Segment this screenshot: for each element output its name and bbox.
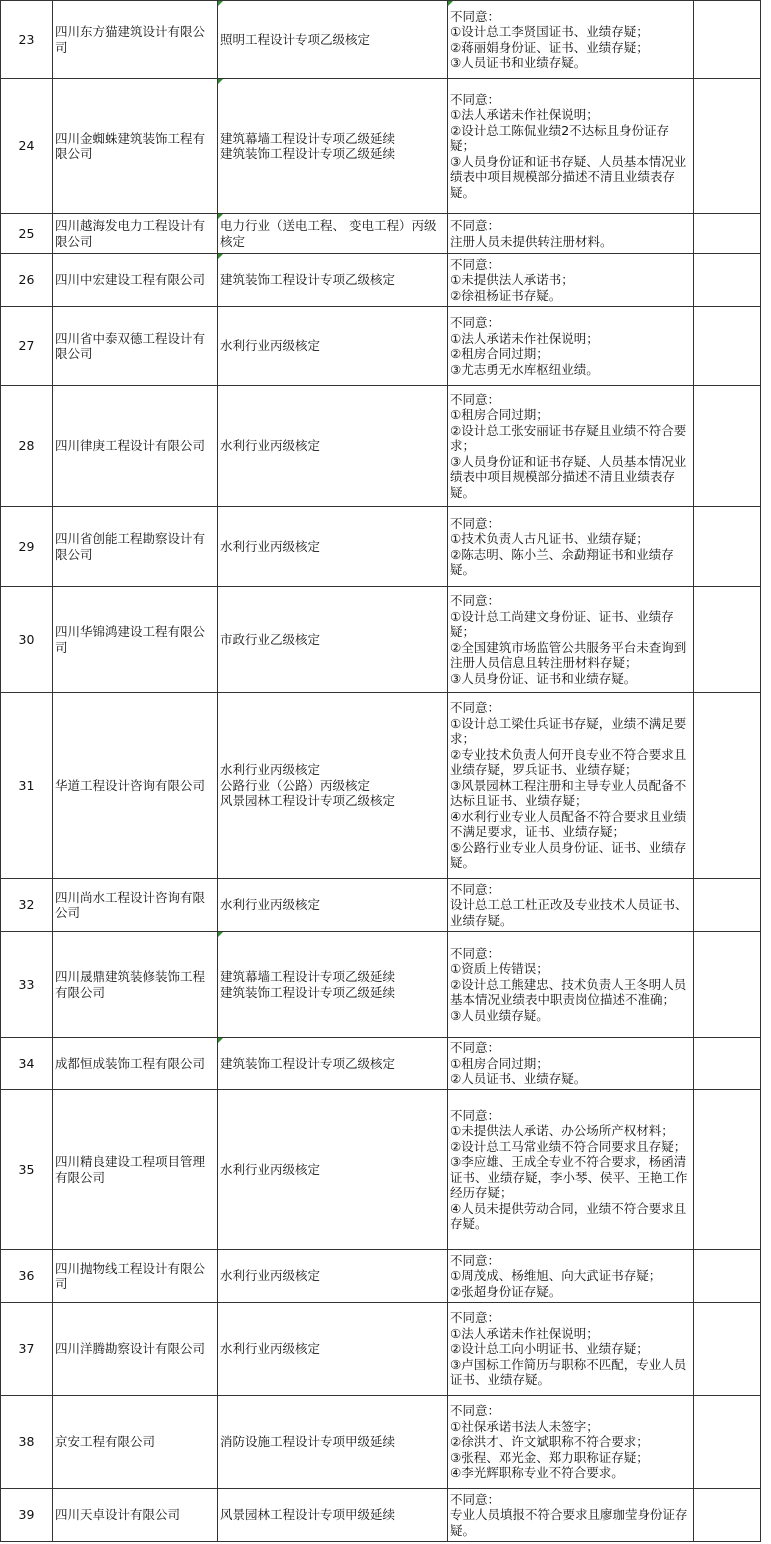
review-opinion-cell-text: 不同意： ①社保承诺书法人未签字； ②徐洪才、许文斌职称不符合要求； ③张程、邓光金、郑力职称证存疑； ④李光辉职称专业不符合要求。 (450, 1403, 649, 1481)
cell-marker-icon (218, 254, 223, 259)
row-number-cell (1, 307, 53, 386)
table-row (1, 587, 761, 693)
company-name-cell (53, 507, 218, 587)
review-opinion-cell-text: 不同意： ①法人承诺未作社保说明； ②设计总工陈侃业绩2不达标且身份证存疑； ③人员身份证和证书存疑、人员基本情况业绩表中项目规模部分描述不清且业绩表存疑。 (450, 91, 687, 200)
row-number-cell-text: 26 (18, 272, 35, 288)
row-number-cell-text: 36 (18, 1268, 35, 1284)
company-name-cell-text: 四川精良建设工程项目管理有限公司 (55, 1154, 206, 1185)
row-number-cell (1, 1396, 53, 1489)
qualification-item-cell (218, 1250, 448, 1303)
row-number-cell (1, 1303, 53, 1396)
review-opinion-cell (448, 214, 694, 254)
company-name-cell (53, 932, 218, 1038)
remark-cell (694, 1038, 761, 1090)
row-number-cell (1, 507, 53, 587)
qualification-item-cell (218, 1303, 448, 1396)
review-opinion-cell (448, 79, 694, 214)
review-opinion-cell-text: 不同意： ①设计总工尚建文身份证、证书、业绩存疑； ②全国建筑市场监管公共服务平台未查询到注册人员信息且转注册材料存疑； ③人员身份证、证书和业绩存疑。 (450, 593, 687, 686)
review-opinion-cell-text: 不同意： 注册人员未提供转注册材料。 (450, 218, 613, 249)
remark-cell (694, 693, 761, 879)
row-number-cell (1, 1090, 53, 1250)
row-number-cell (1, 214, 53, 254)
qualification-item-cell-text: 建筑幕墙工程设计专项乙级延续 建筑装饰工程设计专项乙级延续 (220, 130, 396, 161)
remark-cell (694, 254, 761, 307)
qualification-item-cell-text: 市政行业乙级核定 (220, 631, 321, 647)
review-opinion-cell (448, 254, 694, 307)
qualification-item-cell (218, 879, 448, 932)
company-name-cell-text: 四川省创能工程勘察设计有限公司 (55, 531, 206, 562)
company-name-cell-text: 四川华锦鸿建设工程有限公司 (55, 624, 206, 655)
company-name-cell-text: 四川尚水工程设计咨询有限公司 (55, 889, 206, 920)
remark-cell (694, 1250, 761, 1303)
table-row (1, 507, 761, 587)
review-opinion-cell (448, 1250, 694, 1303)
row-number-cell (1, 1489, 53, 1542)
row-number-cell (1, 693, 53, 879)
review-opinion-cell (448, 1090, 694, 1250)
company-name-cell-text: 四川洋腾勘察设计有限公司 (55, 1341, 206, 1357)
review-opinion-cell-text: 不同意： 设计总工总工杜正改及专业技术人员证书、业绩存疑。 (450, 881, 688, 928)
review-opinion-cell-text: 不同意： ①设计总工李贤国证书、业绩存疑； ②蒋丽娟身份证、证书、业绩存疑； ③人员证书和业绩存疑。 (450, 8, 649, 70)
table-row (1, 1250, 761, 1303)
qualification-item-cell (218, 1, 448, 79)
company-name-cell-text: 京安工程有限公司 (55, 1434, 156, 1450)
company-name-cell-text: 四川中宏建设工程有限公司 (55, 272, 206, 288)
qualification-item-cell-text: 水利行业丙级核定 (220, 1268, 321, 1284)
table-row (1, 879, 761, 932)
row-number-cell-text: 38 (18, 1434, 35, 1450)
row-number-cell-text: 28 (18, 438, 35, 454)
review-opinion-cell-text: 不同意： 专业人员填报不符合要求且廖珈莹身份证存疑。 (450, 1491, 688, 1538)
row-number-cell (1, 79, 53, 214)
qualification-item-cell (218, 1038, 448, 1090)
qualification-item-cell-text: 水利行业丙级核定 (220, 438, 321, 454)
qualification-item-cell-text: 建筑幕墙工程设计专项乙级延续 建筑装饰工程设计专项乙级延续 (220, 969, 396, 1000)
review-opinion-cell (448, 879, 694, 932)
qualification-item-cell (218, 587, 448, 693)
qualification-item-cell-text: 风景园林工程设计专项甲级延续 (220, 1507, 396, 1523)
company-name-cell (53, 879, 218, 932)
remark-cell (694, 507, 761, 587)
company-name-cell-text: 四川抛物线工程设计有限公司 (55, 1260, 206, 1291)
qualification-item-cell-text: 消防设施工程设计专项甲级延续 (220, 1434, 396, 1450)
company-name-cell-text: 四川天卓设计有限公司 (55, 1507, 181, 1523)
qualification-item-cell (218, 507, 448, 587)
review-opinion-cell (448, 1, 694, 79)
review-opinion-cell (448, 1303, 694, 1396)
cell-marker-icon (218, 1038, 223, 1043)
company-name-cell (53, 1038, 218, 1090)
remark-cell (694, 1396, 761, 1489)
cell-marker-icon (218, 214, 223, 219)
row-number-cell-text: 30 (18, 631, 35, 647)
remark-cell (694, 1, 761, 79)
review-opinion-cell-text: 不同意： ①租房合同过期； ②设计总工张安丽证书存疑且业绩不符合要求； ③人员身份证和证书存疑、人员基本情况业绩表中项目规模部分描述不清且业绩表存疑。 (450, 391, 687, 500)
table-row (1, 386, 761, 507)
company-name-cell-text: 四川金蜘蛛建筑装饰工程有限公司 (55, 130, 206, 161)
row-number-cell-text: 35 (18, 1161, 35, 1177)
row-number-cell (1, 1250, 53, 1303)
remark-cell (694, 879, 761, 932)
table-row (1, 1038, 761, 1090)
qualification-item-cell-text: 电力行业（送电工程、 变电工程）丙级核定 (220, 218, 437, 249)
company-name-cell-text: 华道工程设计咨询有限公司 (55, 777, 206, 793)
qualification-item-cell (218, 693, 448, 879)
qualification-item-cell-text: 水利行业丙级核定 (220, 897, 321, 913)
review-opinion-cell-text: 不同意： ①租房合同过期； ②人员证书、业绩存疑。 (450, 1040, 587, 1087)
company-name-cell-text: 四川律庚工程设计有限公司 (55, 438, 206, 454)
row-number-cell-text: 37 (18, 1341, 35, 1357)
review-opinion-cell (448, 1489, 694, 1542)
review-opinion-cell (448, 307, 694, 386)
row-number-cell-text: 31 (18, 777, 35, 793)
remark-cell (694, 1303, 761, 1396)
row-number-cell (1, 1, 53, 79)
row-number-cell-text: 33 (18, 976, 35, 992)
review-opinion-cell (448, 587, 694, 693)
table-row (1, 1090, 761, 1250)
row-number-cell (1, 879, 53, 932)
qualification-item-cell-text: 水利行业丙级核定 (220, 338, 321, 354)
row-number-cell-text: 39 (18, 1507, 35, 1523)
company-name-cell-text: 成都恒成装饰工程有限公司 (55, 1055, 206, 1071)
table-row (1, 1396, 761, 1489)
remark-cell (694, 932, 761, 1038)
company-name-cell (53, 587, 218, 693)
review-opinion-cell (448, 932, 694, 1038)
remark-cell (694, 79, 761, 214)
table-row (1, 254, 761, 307)
company-name-cell (53, 214, 218, 254)
qualification-item-cell-text: 建筑装饰工程设计专项乙级核定 (220, 1055, 396, 1071)
company-name-cell (53, 307, 218, 386)
row-number-cell-text: 32 (18, 897, 35, 913)
row-number-cell-text: 29 (18, 538, 35, 554)
remark-cell (694, 307, 761, 386)
company-name-cell (53, 1090, 218, 1250)
qualification-item-cell (218, 307, 448, 386)
cell-marker-icon (448, 1, 453, 6)
review-opinion-cell-text: 不同意： ①周茂成、杨维旭、向大武证书存疑； ②张超身份证存疑。 (450, 1252, 662, 1299)
table-row (1, 1303, 761, 1396)
qualification-item-cell-text: 水利行业丙级核定 (220, 1161, 321, 1177)
qualification-item-cell-text: 水利行业丙级核定 (220, 538, 321, 554)
remark-cell (694, 214, 761, 254)
company-name-cell (53, 1303, 218, 1396)
qualification-item-cell (218, 254, 448, 307)
cell-marker-icon (218, 932, 223, 937)
qualification-item-cell-text: 照明工程设计专项乙级核定 (220, 31, 371, 47)
qualification-item-cell-text: 建筑装饰工程设计专项乙级核定 (220, 272, 396, 288)
qualification-item-cell (218, 214, 448, 254)
company-name-cell-text: 四川东方猫建筑设计有限公司 (55, 24, 206, 55)
company-name-cell (53, 254, 218, 307)
company-name-cell (53, 1, 218, 79)
row-number-cell (1, 932, 53, 1038)
qualification-item-cell-text: 水利行业丙级核定 公路行业（公路）丙级核定 风景园林工程设计专项乙级核定 (220, 762, 396, 809)
qualification-item-cell (218, 932, 448, 1038)
company-name-cell-text: 四川晟鼎建筑装修装饰工程有限公司 (55, 969, 206, 1000)
qualification-item-cell (218, 1090, 448, 1250)
company-name-cell-text: 四川省中泰双德工程设计有限公司 (55, 330, 206, 361)
company-name-cell (53, 1489, 218, 1542)
remark-cell (694, 1090, 761, 1250)
row-number-cell (1, 386, 53, 507)
table-row (1, 693, 761, 879)
company-name-cell (53, 1250, 218, 1303)
remark-cell (694, 1489, 761, 1542)
remark-cell (694, 587, 761, 693)
table-row (1, 214, 761, 254)
review-opinion-cell-text: 不同意： ①未提供法人承诺、办公场所产权材料； ②设计总工马常业绩不符合同要求且存疑； ③李应雄、王成全专业不符合要求，杨函清证书、业绩存疑，李小琴、侯平、王艳工作经历存疑； ④人员未提供劳动合同，业绩不符合要求且存疑。 (450, 1107, 688, 1231)
table-row (1, 307, 761, 386)
review-opinion-cell (448, 507, 694, 587)
table-row (1, 79, 761, 214)
review-opinion-cell (448, 386, 694, 507)
review-opinion-cell-text: 不同意： ①资质上传错误； ②设计总工熊建忠、技术负责人王冬明人员基本情况业绩表中职责岗位描述不准确； ③人员业绩存疑。 (450, 945, 687, 1023)
review-opinion-cell (448, 693, 694, 879)
review-opinion-cell (448, 1396, 694, 1489)
qualification-item-cell (218, 386, 448, 507)
row-number-cell-text: 34 (18, 1055, 35, 1071)
cell-marker-icon (218, 79, 223, 84)
row-number-cell (1, 1038, 53, 1090)
row-number-cell (1, 587, 53, 693)
company-name-cell (53, 386, 218, 507)
review-opinion-cell-text: 不同意： ①法人承诺未作社保说明； ②设计总工向小明证书、业绩存疑； ③卢国标工作简历与职称不匹配，专业人员证书、业绩存疑。 (450, 1310, 687, 1388)
company-name-cell (53, 79, 218, 214)
review-opinion-cell-text: 不同意： ①设计总工梁仕兵证书存疑，业绩不满足要求； ②专业技术负责人何开良专业不符合要求且业绩存疑，罗兵证书、业绩存疑； ③风景园林工程注册和主导专业人员配备不达标且证书、业绩存疑； ④水利行业专业人员配备不符合要求且业绩不满足要求，证书、业绩存疑； ⑤公路行业专业人员身份证、证书、业绩存疑。 (450, 700, 687, 871)
review-opinion-cell-text: 不同意： ①法人承诺未作社保说明； ②租房合同过期； ③尤志勇无水库枢纽业绩。 (450, 315, 599, 377)
table-row (1, 1489, 761, 1542)
company-name-cell-text: 四川越海发电力工程设计有限公司 (55, 218, 206, 249)
qualification-item-cell (218, 79, 448, 214)
table-row (1, 1, 761, 79)
review-opinion-cell (448, 1038, 694, 1090)
qualification-item-cell (218, 1489, 448, 1542)
review-opinion-cell-text: 不同意： ①技术负责人古凡证书、业绩存疑； ②陈志明、陈小兰、余勐翔证书和业绩存疑。 (450, 515, 674, 577)
row-number-cell-text: 25 (18, 225, 35, 241)
remark-cell (694, 386, 761, 507)
row-number-cell-text: 23 (18, 31, 35, 47)
cell-marker-icon (218, 1, 223, 6)
qualification-item-cell-text: 水利行业丙级核定 (220, 1341, 321, 1357)
row-number-cell-text: 24 (18, 138, 35, 154)
qualification-item-cell (218, 1396, 448, 1489)
review-opinion-cell-text: 不同意： ①未提供法人承诺书； ②徐祖杨证书存疑。 (450, 256, 574, 303)
row-number-cell (1, 254, 53, 307)
row-number-cell-text: 27 (18, 338, 35, 354)
table-row (1, 932, 761, 1038)
company-name-cell (53, 1396, 218, 1489)
company-name-cell (53, 693, 218, 879)
